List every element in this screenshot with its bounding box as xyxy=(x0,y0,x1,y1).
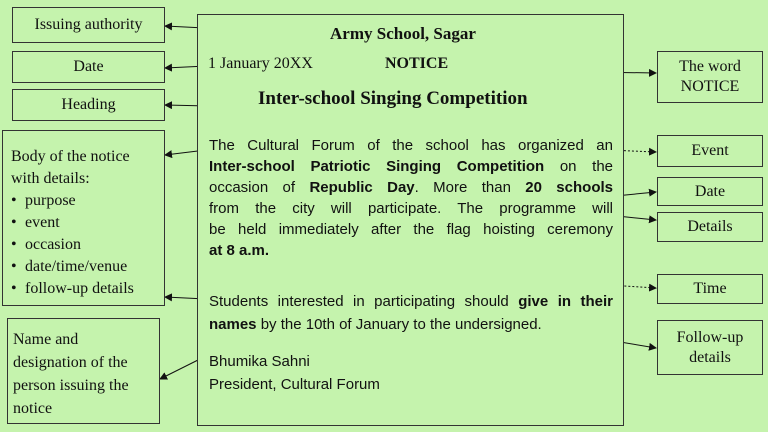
signatory-name: Bhumika Sahni xyxy=(209,353,310,370)
label-name-1: Name and xyxy=(13,331,79,348)
label-word-notice xyxy=(657,51,763,103)
notice-issuing-authority: Army School, Sagar xyxy=(330,24,476,43)
label-issuing-authority xyxy=(12,7,165,43)
notice-signatory xyxy=(209,350,380,396)
label-body-title-1: Body of the notice xyxy=(11,148,130,165)
body-line-6 xyxy=(209,240,613,261)
label-word-notice-1: The word xyxy=(679,58,741,75)
notice-date: 1 January 20XX xyxy=(208,55,313,72)
followup-line-1 xyxy=(209,290,613,313)
label-event xyxy=(657,135,763,167)
followup-bold-1: give in their xyxy=(518,293,613,310)
label-heading-text: Heading xyxy=(61,96,116,113)
notice-followup xyxy=(209,290,613,336)
body-schools-bold: 20 schools xyxy=(525,179,613,196)
body-event-bold: Inter-school Patriotic Singing Competition xyxy=(209,158,545,175)
label-date xyxy=(12,51,165,83)
label-event-text: Event xyxy=(691,142,729,159)
details-item-occasion: • occasion xyxy=(11,234,164,256)
label-issuing-authority-text: Issuing authority xyxy=(34,16,143,33)
body-occasion-bold: Republic Day xyxy=(309,179,415,196)
label-date-text: Date xyxy=(73,58,104,75)
body-line-3 xyxy=(209,177,613,198)
label-heading xyxy=(12,89,165,121)
body-line-1: The Cultural Forum of the school has organized an xyxy=(209,137,613,154)
label-name-designation xyxy=(7,318,160,424)
body-line-5: be held immediately after the flag hoisting ceremony xyxy=(209,221,613,238)
label-followup-right-1: Follow-up xyxy=(676,328,744,346)
label-details-text: Details xyxy=(687,218,733,235)
notice-body xyxy=(209,135,613,261)
label-date-right-text: Date xyxy=(694,182,726,200)
followup-line-2-rest: by the 10th of January to the undersigned. xyxy=(256,316,542,333)
body-line-2-rest: on the xyxy=(544,158,614,175)
label-body-details xyxy=(2,130,165,306)
label-followup-right xyxy=(657,320,763,375)
label-name-4: notice xyxy=(13,400,53,417)
details-item-date-time-venue: • date/time/venue xyxy=(11,256,164,278)
signatory-designation: President, Cultural Forum xyxy=(209,376,380,393)
details-item-purpose: • purpose xyxy=(11,190,164,212)
followup-line-1-a: Students interested in participating should xyxy=(209,293,519,310)
body-line-2 xyxy=(209,156,613,177)
label-time xyxy=(657,274,763,304)
followup-bold-2: names xyxy=(209,316,257,333)
label-word-notice-2: NOTICE xyxy=(680,78,740,95)
followup-line-2 xyxy=(209,313,613,336)
body-line-3-a: occasion of xyxy=(209,179,310,196)
body-time-bold: at 8 a.m. xyxy=(209,242,270,259)
label-followup-right-2: details xyxy=(689,348,731,366)
details-list xyxy=(11,190,164,300)
details-item-follow-up: • follow-up details xyxy=(11,278,164,300)
notice-word: NOTICE xyxy=(385,55,449,72)
label-name-2: designation of the xyxy=(13,354,128,371)
label-body-title-2: with details: xyxy=(11,170,90,187)
label-details xyxy=(657,212,763,242)
notice-heading: Inter-school Singing Competition xyxy=(258,88,528,109)
body-line-3-b: . More than xyxy=(414,179,526,196)
label-time-text: Time xyxy=(693,280,727,297)
label-name-3: person issuing the xyxy=(13,377,129,394)
body-line-4: from the city will participate. The programme will xyxy=(209,200,613,217)
label-date-right xyxy=(657,177,763,206)
details-item-event: • event xyxy=(11,212,164,234)
